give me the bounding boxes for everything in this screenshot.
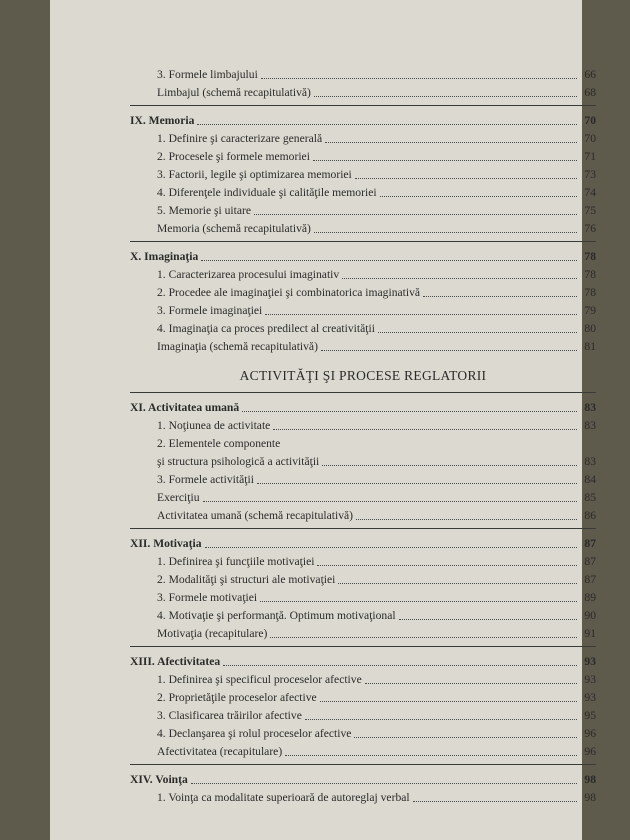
- dot-leader: [257, 482, 577, 484]
- toc-entry-title: 3. Clasificarea trăirilor afective: [157, 709, 302, 722]
- toc-entry-title: 2. Elementele componente: [157, 437, 281, 450]
- toc-entry-page: 73: [584, 168, 596, 181]
- dot-leader: [354, 736, 577, 738]
- toc-entry-page: 81: [584, 340, 596, 353]
- dot-leader: [260, 600, 577, 602]
- toc-entry: [106, 623, 596, 641]
- dot-leader: [273, 428, 577, 430]
- dot-leader: [321, 349, 577, 351]
- toc-entry-title: 5. Memorie şi uitare: [157, 204, 252, 217]
- dot-leader: [203, 500, 578, 502]
- toc-entry: [106, 505, 596, 523]
- toc-entry: [106, 64, 596, 82]
- toc-entry-title: 1. Definirea şi funcţiile motivaţiei: [157, 555, 315, 568]
- toc-entry: [106, 218, 596, 236]
- toc-entry: [106, 487, 596, 505]
- book-page: [50, 0, 596, 840]
- dot-leader: [313, 159, 577, 161]
- toc-entry: [106, 318, 596, 336]
- toc-entry: [106, 669, 596, 687]
- toc-entry-page: 91: [584, 627, 596, 640]
- toc-entry-page: 74: [584, 186, 596, 199]
- toc-entry-page: 78: [584, 268, 596, 281]
- chapter-heading-page: 78: [584, 250, 596, 263]
- toc-entry-title: 3. Formele activităţii: [157, 473, 254, 486]
- chapter-divider: [130, 764, 596, 765]
- toc-entry-page: 66: [584, 68, 596, 81]
- toc-entry-page: 95: [584, 709, 596, 722]
- toc-entry-page: 98: [584, 791, 596, 804]
- toc-entry-title: 2. Modalităţi şi structuri ale motivaţiei: [157, 573, 336, 586]
- dot-leader: [342, 277, 577, 279]
- toc-entry-page: 89: [584, 591, 596, 604]
- dot-leader: [320, 700, 577, 702]
- dot-leader: [223, 664, 577, 666]
- toc-entry-title: Exerciţiu: [157, 491, 200, 504]
- toc-entry-page: 83: [584, 455, 596, 468]
- toc-entry-title: 1. Caracterizarea procesului imaginativ: [157, 268, 340, 281]
- toc-entry: [106, 300, 596, 318]
- toc-entry-title: 4. Diferenţele individuale şi calităţile memoriei: [157, 186, 377, 199]
- toc-entry-page: 80: [584, 322, 596, 335]
- chapter-heading: [106, 651, 596, 669]
- toc-entry: [106, 687, 596, 705]
- toc-entry-title: Limbajul (schemă recapitulativă): [157, 86, 311, 99]
- toc-entry-page: 68: [584, 86, 596, 99]
- toc-entry: [106, 787, 596, 805]
- chapter-divider: [130, 105, 596, 106]
- toc-entry: [106, 723, 596, 741]
- toc-entry: [106, 433, 596, 451]
- toc-entry-title: 2. Proprietăţile proceselor afective: [157, 691, 317, 704]
- chapter-heading: [106, 110, 596, 128]
- toc-entry-page: 93: [584, 673, 596, 686]
- toc-entry: [106, 551, 596, 569]
- toc-entry: [106, 336, 596, 354]
- chapter-heading: [106, 246, 596, 264]
- chapter-heading-page: 98: [584, 773, 596, 786]
- chapter-heading-title: XIII. Afectivitatea: [130, 655, 221, 668]
- chapter-heading-title: IX. Memoria: [130, 114, 195, 127]
- toc-entry: [106, 451, 596, 469]
- chapter-heading-page: 70: [584, 114, 596, 127]
- toc-entry-page: 79: [584, 304, 596, 317]
- toc-entry-title: 2. Procedee ale imaginaţiei şi combinatorica imaginativă: [157, 286, 421, 299]
- chapter-heading-title: XIV. Voinţa: [130, 773, 188, 786]
- toc-entry: [106, 587, 596, 605]
- toc-entry: [106, 182, 596, 200]
- toc-entry-page: 78: [584, 286, 596, 299]
- chapter-heading-page: 83: [584, 401, 596, 414]
- toc-entry-title: 1. Definire şi caracterizare generală: [157, 132, 323, 145]
- section-heading: ACTIVITĂŢI ŞI PROCESE REGLATORII: [239, 368, 487, 383]
- dot-leader: [317, 564, 577, 566]
- toc-entry: [106, 705, 596, 723]
- dot-leader: [205, 546, 578, 548]
- toc-entry: [106, 282, 596, 300]
- dot-leader: [378, 331, 577, 333]
- toc-entry-title: Afectivitatea (recapitulare): [157, 745, 283, 758]
- toc-entry-title: Memoria (schemă recapitulativă): [157, 222, 311, 235]
- dot-leader: [285, 754, 577, 756]
- dot-leader: [355, 177, 577, 179]
- toc-entry-page: 90: [584, 609, 596, 622]
- toc-entry: [106, 146, 596, 164]
- dot-leader: [261, 77, 577, 79]
- chapter-heading-title: XI. Activitatea umană: [130, 401, 240, 414]
- dot-leader: [191, 782, 577, 784]
- toc-entry-title: 4. Motivaţie şi performanţă. Optimum motivaţional: [157, 609, 396, 622]
- dot-leader: [197, 123, 577, 125]
- toc-entry-title: Motivaţia (recapitulare): [157, 627, 268, 640]
- dot-leader: [365, 682, 577, 684]
- toc-entry-page: 86: [584, 509, 596, 522]
- toc-entry-page: 93: [584, 691, 596, 704]
- toc-entry-page: 96: [584, 745, 596, 758]
- toc-entry: [106, 605, 596, 623]
- toc-entry-page: 87: [584, 573, 596, 586]
- chapter-divider: [130, 241, 596, 242]
- toc-entry-title: 1. Voinţa ca modalitate superioară de autoreglaj verbal: [157, 791, 410, 804]
- toc-entry-page: 75: [584, 204, 596, 217]
- dot-leader: [314, 95, 577, 97]
- toc-entry-page: 85: [584, 491, 596, 504]
- dot-leader: [356, 518, 577, 520]
- toc-entry: [106, 415, 596, 433]
- toc-entry-title: Activitatea umană (schemă recapitulativă): [157, 509, 354, 522]
- toc-entry: [106, 82, 596, 100]
- dot-leader: [283, 447, 577, 448]
- chapter-divider: [130, 646, 596, 647]
- dot-leader: [380, 195, 577, 197]
- dot-leader: [413, 800, 577, 802]
- dot-leader: [338, 582, 577, 584]
- chapter-divider: [130, 528, 596, 529]
- dot-leader: [314, 231, 577, 233]
- chapter-heading-page: 87: [584, 537, 596, 550]
- toc-entry-title: şi structura psihologică a activităţii: [157, 455, 320, 468]
- toc-entry: [106, 741, 596, 759]
- chapter-divider: [130, 392, 596, 393]
- toc-entry-title: 3. Formele imaginaţiei: [157, 304, 263, 317]
- toc-entry-page: 84: [584, 473, 596, 486]
- toc-entry-page: 76: [584, 222, 596, 235]
- chapter-heading: [106, 533, 596, 551]
- toc-entry-title: Imaginaţia (schemă recapitulativă): [157, 340, 318, 353]
- toc-entry-title: 3. Formele limbajului: [157, 68, 258, 81]
- chapter-heading-title: X. Imaginaţia: [130, 250, 199, 263]
- toc-entry-title: 1. Definirea şi specificul proceselor afective: [157, 673, 362, 686]
- chapter-heading-page: 93: [584, 655, 596, 668]
- chapter-heading-title: XII. Motivaţia: [130, 537, 202, 550]
- toc-entry: [106, 569, 596, 587]
- toc-entry-title: 3. Formele motivaţiei: [157, 591, 258, 604]
- dot-leader: [265, 313, 577, 315]
- toc-entry-page: 96: [584, 727, 596, 740]
- toc-entry: [106, 164, 596, 182]
- chapter-heading: [106, 397, 596, 415]
- chapter-heading: [106, 769, 596, 787]
- toc-entry-page: 71: [584, 150, 596, 163]
- toc-entry-title: 4. Declanşarea şi rolul proceselor afective: [157, 727, 352, 740]
- dot-leader: [325, 141, 577, 143]
- dot-leader: [201, 259, 577, 261]
- toc-entry: [106, 264, 596, 282]
- toc-entry: [106, 200, 596, 218]
- toc-entry-page: 87: [584, 555, 596, 568]
- toc-entry-title: 4. Imaginaţia ca proces predilect al creativităţii: [157, 322, 375, 335]
- table-of-contents: [106, 64, 596, 805]
- dot-leader: [423, 295, 577, 297]
- dot-leader: [305, 718, 577, 720]
- toc-entry-title: 2. Procesele şi formele memoriei: [157, 150, 310, 163]
- toc-entry: [106, 128, 596, 146]
- toc-entry-page: 83: [584, 419, 596, 432]
- dot-leader: [399, 618, 577, 620]
- dot-leader: [242, 410, 577, 412]
- toc-entry: [106, 469, 596, 487]
- toc-entry-title: 1. Noţiunea de activitate: [157, 419, 271, 432]
- chapters-group-a: [106, 105, 596, 354]
- toc-entry-page: 70: [584, 132, 596, 145]
- dot-leader: [254, 213, 577, 215]
- chapters-group-b: [106, 392, 596, 805]
- dot-leader: [270, 636, 577, 638]
- dot-leader: [322, 464, 577, 466]
- toc-entry-title: 3. Factorii, legile şi optimizarea memoriei: [157, 168, 352, 181]
